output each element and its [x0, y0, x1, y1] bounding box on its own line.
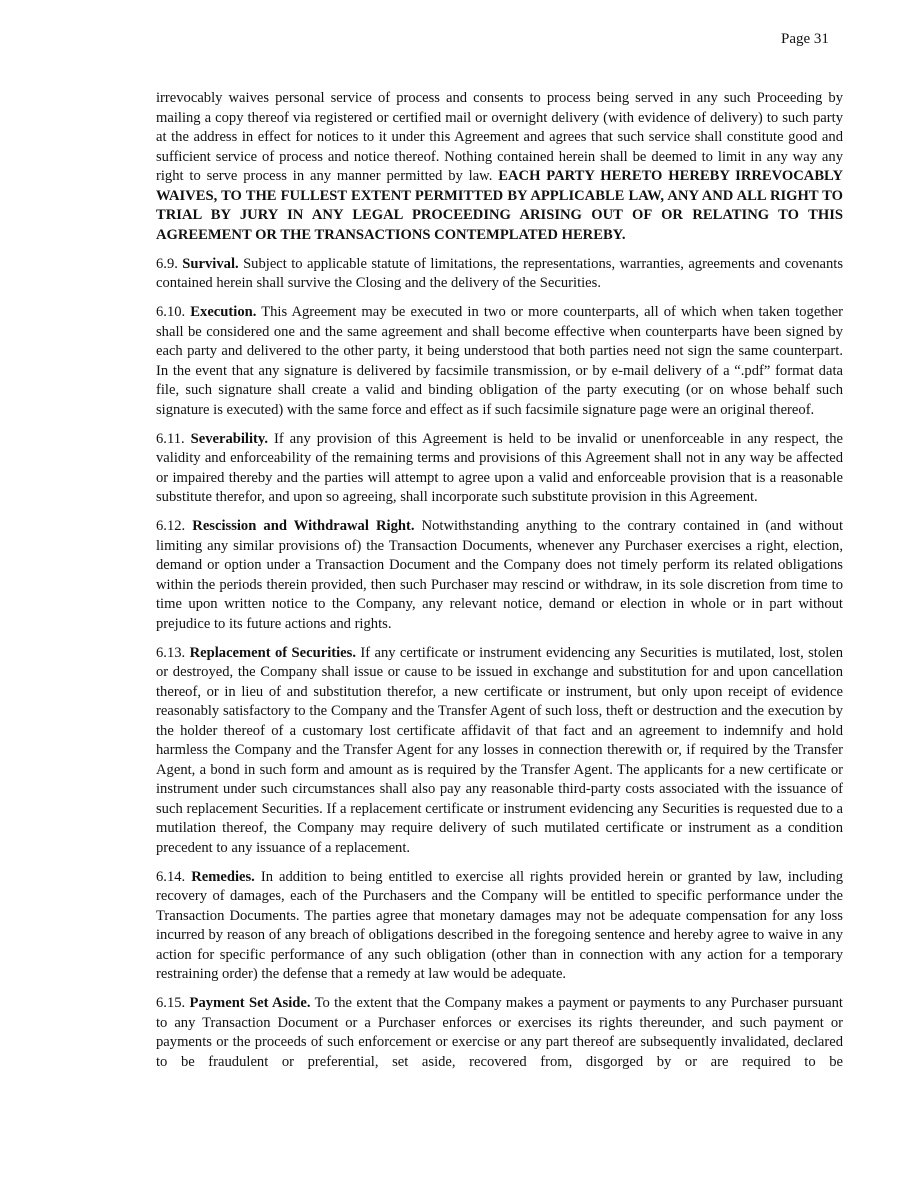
section-heading: Survival.	[182, 255, 239, 272]
section-body: Notwithstanding anything to the contrary contained in (and without limiting any similar provisions of) the Transaction Documents, whenever any Purchaser exercises a right, election, demand or option under a Transaction Document and the Company does not timely perform its related obligations within the periods therein provided, then such Purchaser may rescind or withdraw, in its sole discretion from time to time upon written notice to the Company, any relevant notice, demand or election in whole or in part without prejudice to its future actions and rights.	[156, 518, 843, 632]
section-number: 6.12.	[156, 518, 186, 534]
section-heading: Replacement of Securities.	[189, 644, 356, 661]
section-number: 6.13.	[156, 644, 186, 661]
section-6-9	[156, 255, 843, 294]
section-body: If any certificate or instrument evidencing any Securities is mutilated, lost, stolen or destroyed, the Company shall issue or cause to be issued in exchange and substitution for and upon cancellation thereof, or in lieu of and substitution therefor, a new certificate or instrument, but only upon receipt of evidence reasonably satisfactory to the Company and the Transfer Agent of such loss, theft or destruction and the execution by the holder thereof of a customary lost certificate affidavit of that fact and an agreement to indemnify and hold harmless the Company and the Transfer Agent for any losses in connection therewith or, if required by the Transfer Agent, a bond in such form and amount as is required by the Transfer Agent. The applicants for a new certificate or instrument under such circumstances shall also pay any reasonable third-party costs associated with the issuance of such replacement Securities. If a replacement certificate or instrument evidencing any Securities is requested due to a mutilation thereof, the Company may require delivery of such mutilated certificate or instrument as a condition precedent to any issuance of a replacement.	[156, 644, 843, 856]
section-heading: Severability.	[190, 430, 269, 447]
section-body: This Agreement may be executed in two or more counterparts, all of which when taken together shall be considered one and the same agreement and shall become effective when counterparts have been signed by each party and delivered to the other party, it being understood that both parties need not sign the same counterpart. In the event that any signature is delivered by facsimile transmission, or by e-mail delivery of a “.pdf” format data file, such signature shall create a valid and binding obligation of the party executing (or on whose behalf such signature is executed) with the same force and effect as if such facsimile signature page were an original thereof.	[156, 304, 843, 418]
section-6-10	[156, 303, 843, 420]
section-heading: Remedies.	[191, 868, 255, 885]
section-body: Subject to applicable statute of limitations, the representations, warranties, agreements and covenants contained herein shall survive the Closing and the delivery of the Securities.	[156, 255, 843, 291]
section-6-12	[156, 517, 843, 634]
section-number: 6.14.	[156, 868, 186, 885]
section-body: If any provision of this Agreement is held to be invalid or unenforceable in any respect, the validity and enforceability of the remaining terms and provisions of this Agreement shall not in any way be affected or impaired thereby and the parties will attempt to agree upon a valid and enforceable provision that is a reasonable substitute therefor, and upon so agreeing, shall incorporate such substitute provision in this Agreement.	[156, 430, 843, 505]
intro-paragraph	[156, 89, 843, 245]
jury-waiver-text: EACH PARTY HERETO HEREBY IRREVOCABLY WAIVES, TO THE FULLEST EXTENT PERMITTED BY APPLICABLE LAW, ANY AND ALL RIGHT TO TRIAL BY JURY IN ANY LEGAL PROCEEDING ARISING OUT OF OR RELATING TO THIS AGREEMENT OR THE TRANSACTIONS CONTEMPLATED HEREBY.	[156, 168, 843, 243]
section-body: In addition to being entitled to exercise all rights provided herein or granted by law, including recovery of damages, each of the Purchasers and the Company will be entitled to specific performance under the Transaction Documents. The parties agree that monetary damages may not be adequate compensation for any loss incurred by reason of any breach of obligations described in the foregoing sentence and hereby agree to waive in any action for specific performance of any such obligation (other than in connection with any action for a temporary restraining order) the defense that a remedy at law would be adequate.	[156, 868, 843, 982]
section-6-11	[156, 430, 843, 508]
section-number: 6.11.	[156, 430, 185, 447]
section-6-14	[156, 868, 843, 985]
document-body	[156, 89, 843, 1082]
section-heading: Execution.	[190, 304, 257, 320]
page-number: Page 31	[781, 31, 829, 47]
section-heading: Payment Set Aside.	[189, 995, 311, 1011]
section-number: 6.9.	[156, 255, 178, 272]
section-6-15	[156, 994, 843, 1072]
section-number: 6.15.	[156, 995, 186, 1011]
section-heading: Rescission and Withdrawal Right.	[192, 518, 415, 534]
section-body: To the extent that the Company makes a payment or payments to any Purchaser pursuant to any Transaction Document or a Purchaser enforces or exercises its rights thereunder, and such payment or payments or the proceeds of such enforcement or exercise or any part thereof are subsequently invalidated, declared to be fraudulent or preferential, set aside, recovered from, disgorged by or are required to be	[156, 995, 843, 1070]
section-6-13	[156, 644, 843, 859]
intro-text: irrevocably waives personal service of process and consents to process being served in any such Proceeding by mailing a copy thereof via registered or certified mail or overnight delivery (with evidence of delivery) to such party at the address in effect for notices to it under this Agreement and agrees that such service shall constitute good and sufficient service of process and notice thereof. Nothing contained herein shall be deemed to limit in any way any right to serve process in any manner permitted by law.	[156, 90, 843, 184]
section-number: 6.10.	[156, 304, 186, 320]
